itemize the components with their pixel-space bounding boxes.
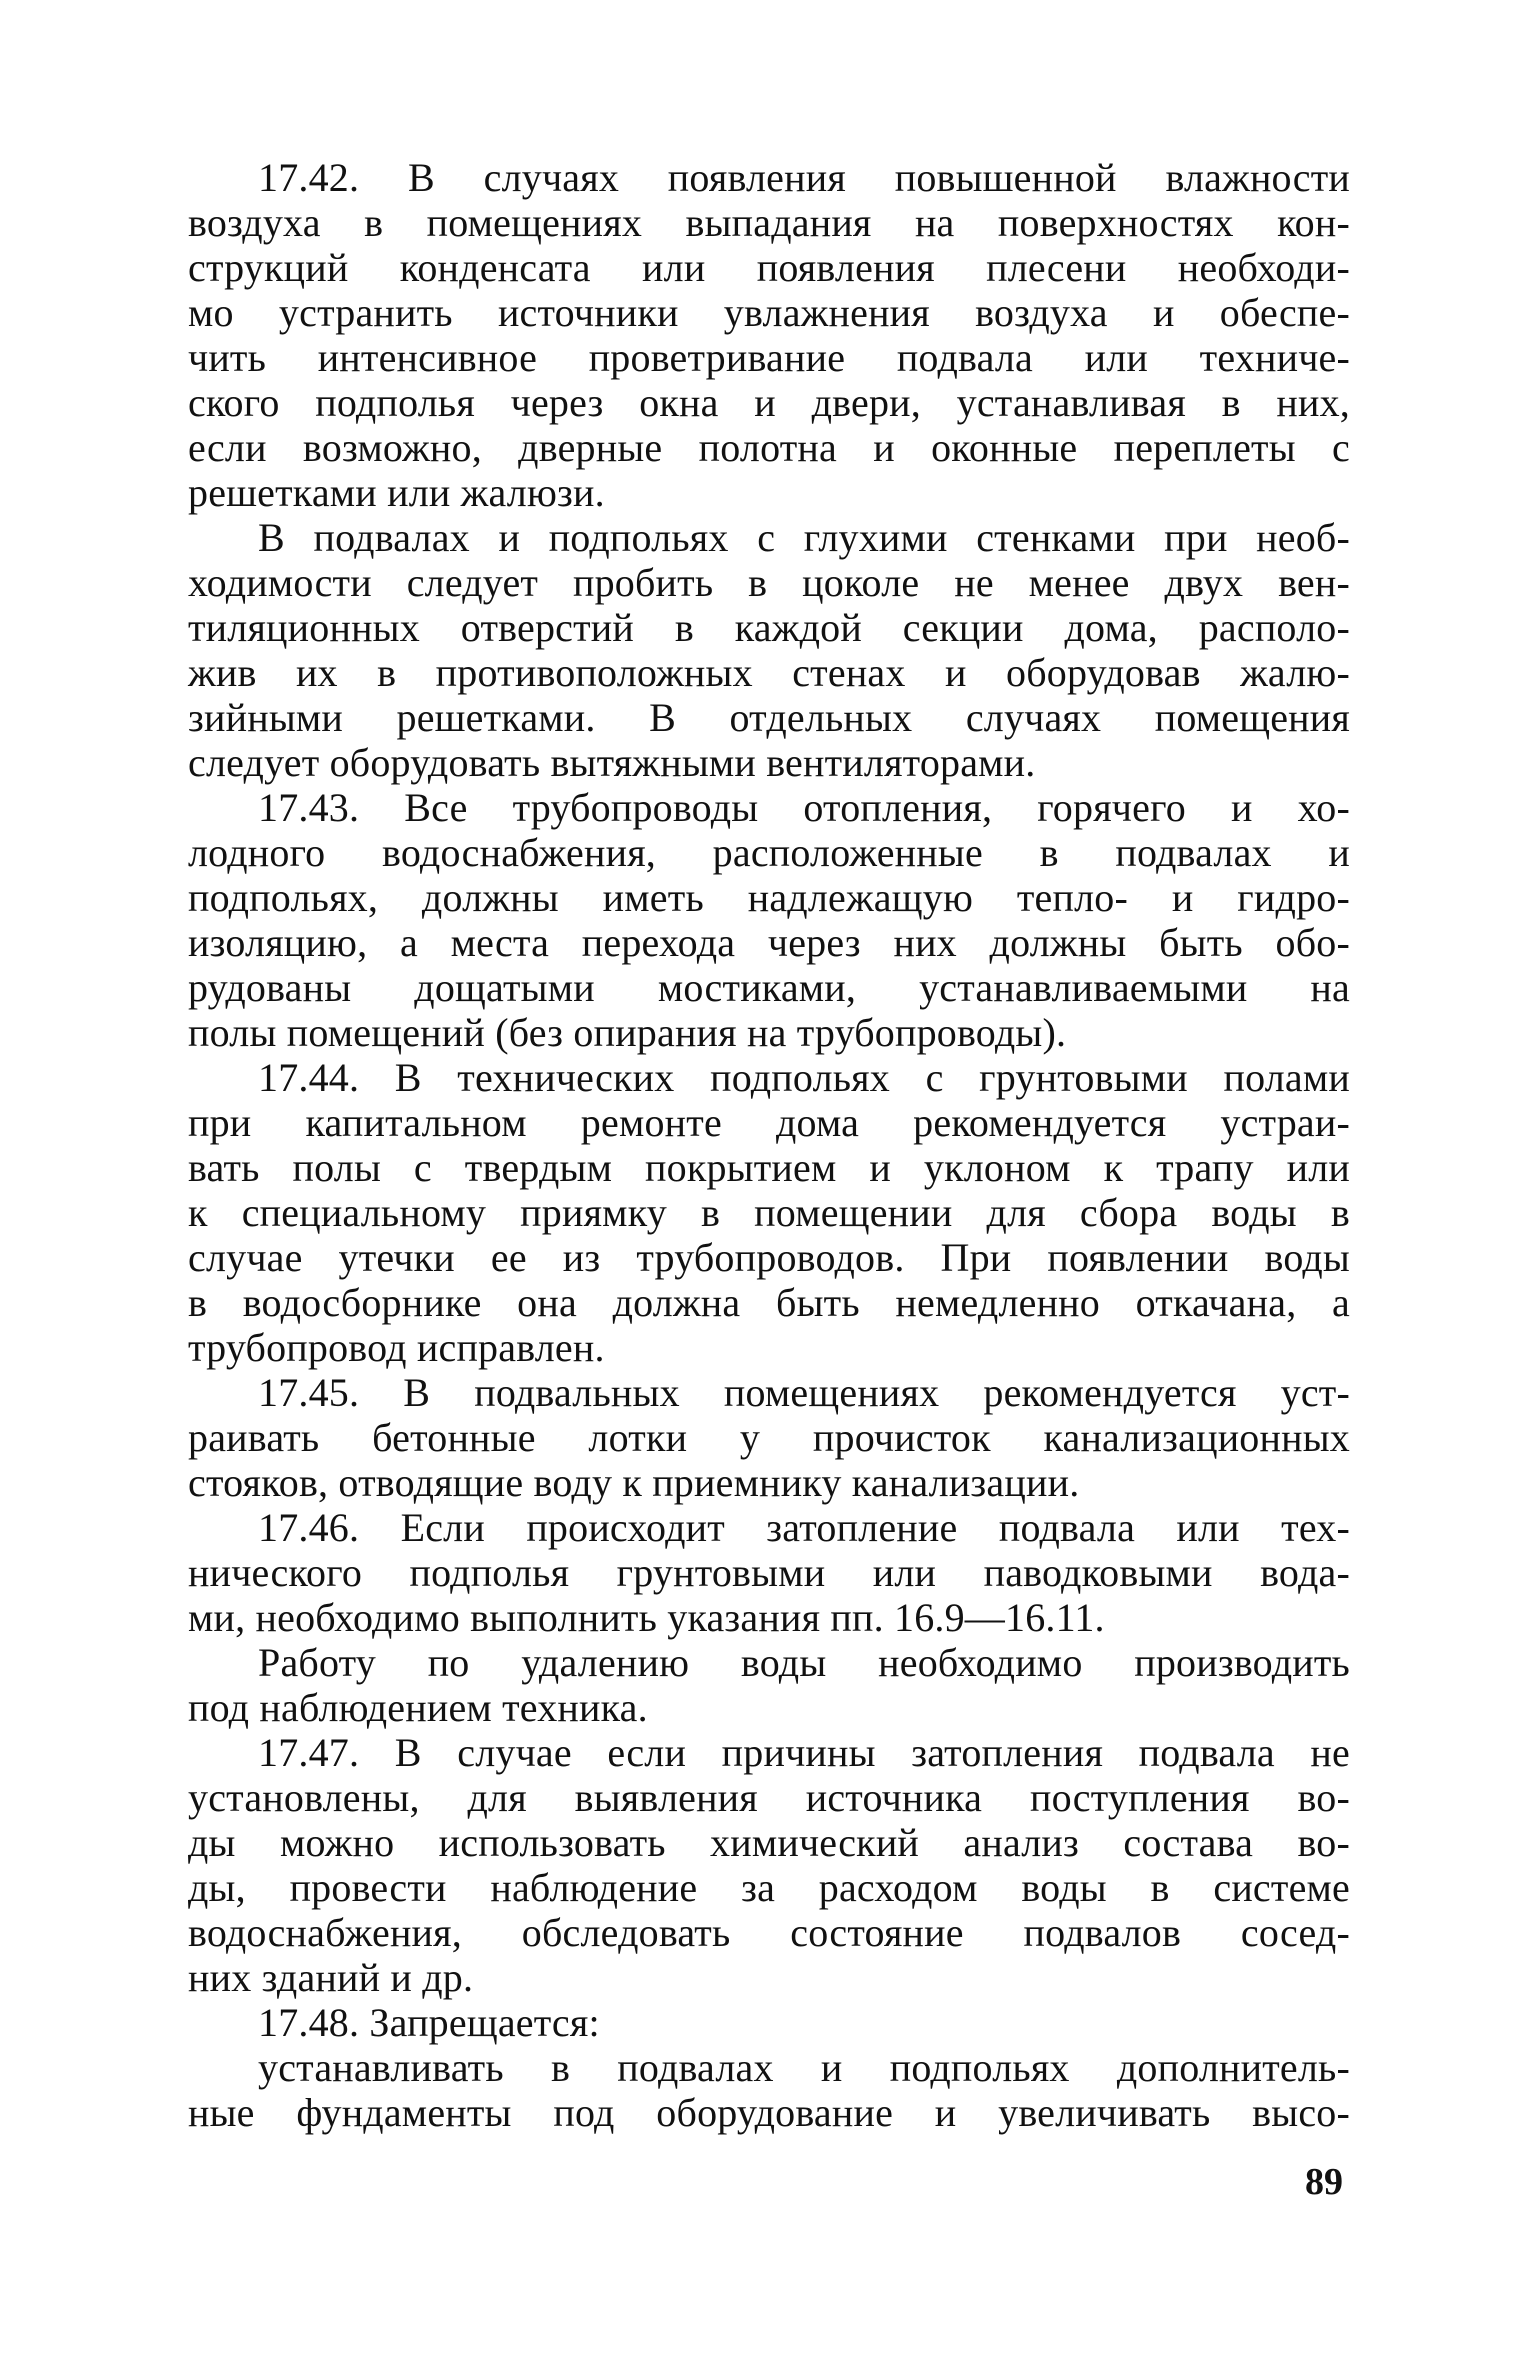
text-line (188, 1010, 1350, 1055)
text-line (188, 155, 1350, 200)
body-text (188, 155, 1350, 2135)
text-line-content: 17.47. В случае если причины затопления подвала не (258, 1730, 1350, 1775)
text-line-content: них зданий и др. (188, 1955, 474, 2000)
text-line-content: стояков, отводящие воду к приемнику канализации. (188, 1460, 1080, 1505)
text-line (188, 1055, 1350, 1100)
text-line (188, 1415, 1350, 1460)
text-line-content: установлены, для выявления источника поступления во- (188, 1775, 1350, 1820)
text-line-content: ми, необходимо выполнить указания пп. 16.9—16.11. (188, 1595, 1105, 1640)
text-line-content: полы помещений (без опирания на трубопроводы). (188, 1010, 1067, 1055)
text-line-content: 17.42. В случаях появления повышенной влажности (258, 155, 1350, 200)
text-line (188, 1730, 1350, 1775)
text-line (188, 650, 1350, 695)
text-line-content: ского подполья через окна и двери, устанавливая в них, (188, 380, 1350, 425)
text-line (188, 1910, 1350, 1955)
text-line (188, 605, 1350, 650)
text-line-content: зийными решетками. В отдельных случаях помещения (188, 695, 1350, 740)
text-line-content: изоляцию, а места перехода через них должны быть обо- (188, 920, 1350, 965)
text-line (188, 1145, 1350, 1190)
text-line-content: тиляционных отверстий в каждой секции дома, располо- (188, 605, 1350, 650)
text-line-content: ды можно использовать химический анализ состава во- (188, 1820, 1350, 1865)
text-line (188, 515, 1350, 560)
text-line-content: водоснабжения, обследовать состояние подвалов сосед- (188, 1910, 1350, 1955)
text-line-content: лодного водоснабжения, расположенные в подвалах и (188, 830, 1350, 875)
text-line (188, 290, 1350, 335)
text-line (188, 1820, 1350, 1865)
text-line-content: подпольях, должны иметь надлежащую тепло- и гидро- (188, 875, 1350, 920)
text-line (188, 245, 1350, 290)
text-line (188, 875, 1350, 920)
text-line-content: случае утечки ее из трубопроводов. При появлении воды (188, 1235, 1350, 1280)
text-line (188, 1280, 1350, 1325)
text-line-content: к специальному приямку в помещении для сбора воды в (188, 1190, 1350, 1235)
text-line (188, 1595, 1350, 1640)
text-line (188, 785, 1350, 830)
text-line (188, 1460, 1350, 1505)
text-line-content: ды, провести наблюдение за расходом воды в системе (188, 1865, 1350, 1910)
text-line-content: если возможно, дверные полотна и оконные переплеты с (188, 425, 1350, 470)
text-line-content: 17.44. В технических подпольях с грунтовыми полами (258, 1055, 1350, 1100)
text-line-content: чить интенсивное проветривание подвала или техниче- (188, 335, 1350, 380)
text-line-content: нического подполья грунтовыми или паводковыми вода- (188, 1550, 1350, 1595)
text-line (188, 1235, 1350, 1280)
text-line-content: следует оборудовать вытяжными вентиляторами. (188, 740, 1036, 785)
text-line-content: Работу по удалению воды необходимо производить (258, 1640, 1350, 1685)
text-line (188, 2045, 1350, 2090)
text-line (188, 2090, 1350, 2135)
text-line-content: решетками или жалюзи. (188, 470, 605, 515)
text-line (188, 830, 1350, 875)
text-line (188, 1640, 1350, 1685)
text-line (188, 1775, 1350, 1820)
text-line-content: ные фундаменты под оборудование и увеличивать высо- (188, 2090, 1350, 2135)
text-line (188, 425, 1350, 470)
text-line (188, 380, 1350, 425)
text-line (188, 2000, 1350, 2045)
text-line (188, 1550, 1350, 1595)
text-line-content: В подвалах и подпольях с глухими стенками при необ- (258, 515, 1350, 560)
text-line (188, 695, 1350, 740)
text-line (188, 1100, 1350, 1145)
text-line (188, 740, 1350, 785)
text-line (188, 965, 1350, 1010)
text-line-content: трубопровод исправлен. (188, 1325, 605, 1370)
text-line-content: мо устранить источники увлажнения воздуха и обеспе- (188, 290, 1350, 335)
text-line (188, 1955, 1350, 2000)
text-line (188, 920, 1350, 965)
text-line-content: струкций конденсата или появления плесени необходи- (188, 245, 1350, 290)
text-line-content: вать полы с твердым покрытием и уклоном к трапу или (188, 1145, 1350, 1190)
text-line (188, 1865, 1350, 1910)
text-line-content: воздуха в помещениях выпадания на поверхностях кон- (188, 200, 1350, 245)
text-line-content: рудованы дощатыми мостиками, устанавливаемыми на (188, 965, 1350, 1010)
text-line (188, 1190, 1350, 1235)
text-line-content: раивать бетонные лотки у прочисток канализационных (188, 1415, 1350, 1460)
text-line-content: под наблюдением техника. (188, 1685, 648, 1730)
text-line-content: устанавливать в подвалах и подпольях дополнитель- (258, 2045, 1350, 2090)
text-line-content: при капитальном ремонте дома рекомендуется устраи- (188, 1100, 1350, 1145)
text-line-content: ходимости следует пробить в цоколе не менее двух вен- (188, 560, 1350, 605)
text-line (188, 335, 1350, 380)
text-line (188, 1505, 1350, 1550)
text-line (188, 1685, 1350, 1730)
text-line (188, 1325, 1350, 1370)
page-number: 89 (1305, 2161, 1343, 2203)
text-line (188, 470, 1350, 515)
text-line-content: жив их в противоположных стенах и оборудовав жалю- (188, 650, 1350, 695)
text-line-content: 17.43. Все трубопроводы отопления, горячего и хо- (258, 785, 1350, 830)
text-line (188, 200, 1350, 245)
text-line-content: 17.48. Запрещается: (258, 2000, 600, 2045)
text-line-content: 17.46. Если происходит затопление подвала или тех- (258, 1505, 1350, 1550)
text-line-content: 17.45. В подвальных помещениях рекомендуется уст- (258, 1370, 1350, 1415)
text-line-content: в водосборнике она должна быть немедленно откачана, а (188, 1280, 1350, 1325)
text-line (188, 1370, 1350, 1415)
text-line (188, 560, 1350, 605)
